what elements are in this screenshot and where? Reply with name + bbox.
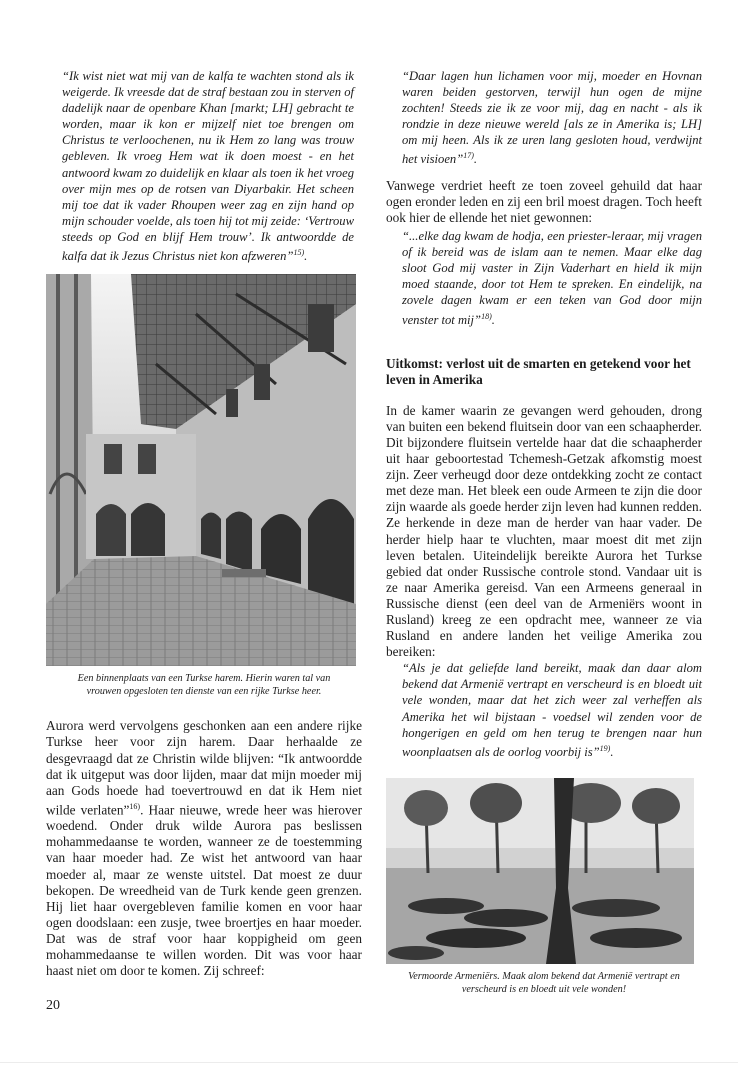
general-quote: “Als je dat geliefde land bereikt, maak dan daar alom bekend dat Armenië vertrapt en verscheurd is en bloedt uit vele wonden, maar dat het zich weer zal verheffen als Amerika het wil bijstaan - voedsel wil zenden voor de hongerigen en geld om hen terug te brengen naar hun woonplaatsen als de oorlog voorbij is”$^{19)}$. <box>402 661 702 759</box>
footnote-ref: 18) <box>481 311 492 321</box>
page-number: 20 <box>46 998 60 1013</box>
left-body-paragraph: Aurora werd vervolgens geschonken aan een andere rijke Turkse heer voor zijn harem. Daar herhaalde ze desgevraagd dat ze Christin wilde blijven: “Ik antwoordde dat ik uitgeput was door lijden, maar dat mijn moeder mij aan Gods hoede had toevertrouwd en dat ik Hem niet wilde verlaten”$^{16)}$. Haar nieuwe, wrede heer was hierover woedend. Onder druk wilde Aurora pas beslissen mohammedaanse te worden, wanneer ze de toestemming van haar moeder had. Ze wist het antwoord van haar moeder al, maar ze wenste uitstel. Dat moest ze duur bekopen. De wreedheid van de Turk kende geen grenzen. Hij liet haar overgebleven familie komen en voor haar ogen doodslaan: een zusje, twee broertjes en haar moeder. Dat was de straf voor haar koppigheid om geen mohammedaanse te willen worden. Dit was voor haar haast niet om door te komen. Zij schreef: <box>46 718 362 979</box>
harem-photo-caption: Een binnenplaats van een Turkse harem. Hierin waren tal van vrouwen opgesloten ten dienste van een rijke Turkse heer. <box>77 673 331 698</box>
murdered-armenians-photo <box>386 778 694 964</box>
right-column <box>386 68 702 996</box>
right-body-paragraph-crying: Vanwege verdriet heeft ze toen zoveel gehuild dat haar ogen eronder leden en zij een bril moest dragen. Toch heeft ook hier de ellende het niet gewonnen: <box>386 177 702 225</box>
bottom-divider <box>0 1062 738 1063</box>
aurora-quote-bodies: “Daar lagen hun lichamen voor mij, moeder en Hovnan waren beiden gestorven, terwijl hun ogen de mijne zochten! Steeds zie ik ze voor mij, dag en nacht - als ik rondzie in deze nieuwe wereld [als ze in Amerika is; LH] om mij heen. Als ik ze uren lang gesloten houd, verdwijnt het visioen”$^{17)}$. <box>402 69 702 167</box>
aurora-quote-hodja: “...elke dag kwam de hodja, een priester-leraar, mij vragen of ik bereid was de islam aan te nemen. Maar elke dag sloot God mij vaster in Zijn Vaderhart en hield ik mijn moed staande, door tot Hem te spreken. En eindelijk, na zovele dagen kwam er een teken van God door mijn venster tot mij”$^{18)}$. <box>402 229 702 327</box>
right-body-paragraph-escape: In de kamer waarin ze gevangen werd gehouden, drong van buiten een bekend fluitsein door van een schaapherder. Dit bijzondere fluitsein vertelde haar dat die schaapherder uit haar geboortestad Tchemesh-Getzak afkomstig moest zijn. Zeer verheugd door deze ontdekking zocht ze contact met deze man. Het bleek een oude Armeen te zijn die door zijn waarde als goede herder zijn leven had kunnen redden. Ze herkende in deze man de herder van haar vader. De herder hielp haar te vluchten, maar moest dit met zijn leven betalen. Uiteindelijk bereikte Aurora het Turkse gebied dat onder Russische controle stond. Vandaar uit is ze naar Amerika gereisd. Van een Armeens generaal in Russische dienst (een deel van de Armeniërs woont in Rusland) kreeg ze een opdracht mee, wanneer ze via Rusland en andere landen het veilige Amerika zou bereiken: <box>386 402 702 660</box>
aurora-quote-refusal: “Ik wist niet wat mij van de kalfa te wachten stond als ik weigerde. Ik vreesde dat de straf bestaan zou in sterven of dadelijk naar de openbare Khan [markt; LH] gebracht te worden, maar ik kon er mijzelf niet toe brengen om Christus te verloochenen, nu ik Hem zo lang was trouw gebleven. Ik vroeg Hem wat ik doen moest - en het antwoord kwam zo duidelijk en klaar als toen ik het vroeg over mijn mes op de rotsen van Diyarbakir. Het scheen mij toe dat ik vader Rhoupen weer zag en zijn hand op mijn schouder voelde, als toen hij tot mij zeide: ‘Vertrouw steeds op God en blijf Hem trouw’. Ik antwoordde de kalfa dat ik Jezus Christus niet kon afzweren”$^{15)}$. <box>62 69 354 264</box>
footnote-ref: 16) <box>129 801 141 811</box>
footnote-ref: 19) <box>599 743 611 753</box>
courtyard-illustration <box>46 274 356 666</box>
harem-courtyard-photo <box>46 274 356 666</box>
footnote-ref: 15) <box>293 248 305 258</box>
footnote-ref: 17) <box>463 151 474 161</box>
field-illustration <box>386 778 694 964</box>
murdered-photo-caption: Vermoorde Armeniërs. Maak alom bekend dat Armenië vertrapt en verscheurd is en bloedt uit vele wonden! <box>408 971 680 996</box>
left-column <box>46 68 362 979</box>
section-heading: Uitkomst: verlost uit de smarten en getekend voor het leven in Amerika <box>386 355 691 388</box>
